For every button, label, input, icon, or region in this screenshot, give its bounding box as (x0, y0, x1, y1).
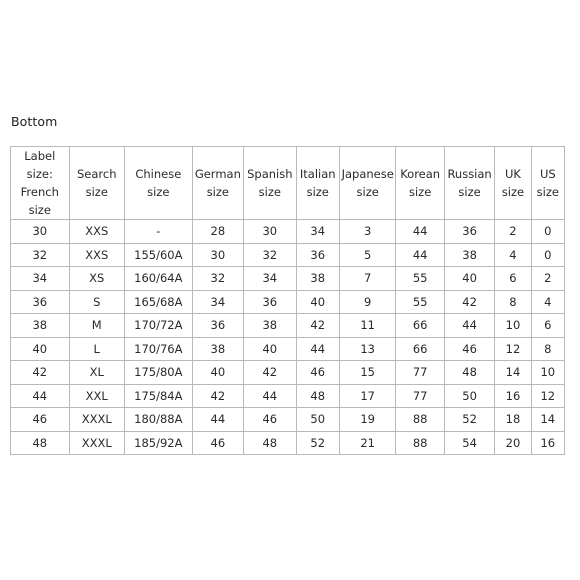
table-cell: 32 (192, 267, 243, 291)
table-cell: 7 (339, 267, 396, 291)
size-chart-table (10, 146, 565, 455)
table-cell: XXXL (69, 431, 125, 455)
header-cell-uk-size: UK size (495, 147, 531, 220)
header-cell-chinese-size: Chinese size (125, 147, 193, 220)
table-cell: 48 (11, 431, 70, 455)
table-cell: 48 (296, 384, 339, 408)
table-cell: 38 (296, 267, 339, 291)
table-cell: 88 (396, 431, 444, 455)
table-cell: 30 (244, 220, 296, 244)
table-cell: 40 (244, 337, 296, 361)
header-cell-korean-size: Korean size (396, 147, 444, 220)
table-cell: XXXL (69, 408, 125, 432)
table-cell: 16 (495, 384, 531, 408)
table-row (11, 337, 565, 361)
table-cell: 8 (495, 290, 531, 314)
table-cell: 40 (192, 361, 243, 385)
table-cell: 34 (244, 267, 296, 291)
table-cell: 36 (444, 220, 494, 244)
table-cell: 42 (444, 290, 494, 314)
table-cell: 50 (296, 408, 339, 432)
table-cell: 34 (192, 290, 243, 314)
table-cell: 46 (192, 431, 243, 455)
table-cell: 36 (192, 314, 243, 338)
table-header (11, 147, 565, 220)
table-cell: 8 (531, 337, 564, 361)
table-cell: 66 (396, 314, 444, 338)
table-cell: 170/72A (125, 314, 193, 338)
header-cell-us-size: US size (531, 147, 564, 220)
table-cell: 88 (396, 408, 444, 432)
table-cell: 12 (495, 337, 531, 361)
table-cell: 170/76A (125, 337, 193, 361)
table-cell: XXL (69, 384, 125, 408)
table-cell: 46 (11, 408, 70, 432)
header-cell-spanish-size: Spanish size (244, 147, 296, 220)
table-cell: 30 (192, 243, 243, 267)
table-cell: 175/84A (125, 384, 193, 408)
table-cell: 0 (531, 243, 564, 267)
table-cell: 46 (444, 337, 494, 361)
table-cell: 42 (296, 314, 339, 338)
table-cell: 44 (192, 408, 243, 432)
table-cell: 55 (396, 290, 444, 314)
table-row (11, 290, 565, 314)
table-cell: 52 (296, 431, 339, 455)
table-body (11, 220, 565, 455)
table-cell: 4 (531, 290, 564, 314)
table-cell: 5 (339, 243, 396, 267)
table-cell: 44 (11, 384, 70, 408)
table-cell: 21 (339, 431, 396, 455)
section-title: Bottom (11, 114, 58, 129)
header-cell-german-size: German size (192, 147, 243, 220)
table-cell: 15 (339, 361, 396, 385)
table-cell: 10 (495, 314, 531, 338)
table-cell: 44 (396, 243, 444, 267)
table-cell: 42 (244, 361, 296, 385)
table-cell: 40 (296, 290, 339, 314)
table-cell: 9 (339, 290, 396, 314)
table-cell: 44 (244, 384, 296, 408)
table-cell: 50 (444, 384, 494, 408)
table-cell: 10 (531, 361, 564, 385)
table-row (11, 220, 565, 244)
table-cell: 36 (11, 290, 70, 314)
table-cell: 19 (339, 408, 396, 432)
table-cell: 44 (296, 337, 339, 361)
table-cell: L (69, 337, 125, 361)
table-cell: 16 (531, 431, 564, 455)
table-cell: 36 (296, 243, 339, 267)
table-cell: 2 (531, 267, 564, 291)
table-cell: 40 (11, 337, 70, 361)
table-cell: 165/68A (125, 290, 193, 314)
table-cell: 155/60A (125, 243, 193, 267)
table-cell: 42 (11, 361, 70, 385)
table-cell: 52 (444, 408, 494, 432)
table-cell: 40 (444, 267, 494, 291)
table-row (11, 267, 565, 291)
table-cell: 180/88A (125, 408, 193, 432)
header-cell-french-size: Label size: French size (11, 147, 70, 220)
table-cell: - (125, 220, 193, 244)
table-cell: S (69, 290, 125, 314)
table-cell: 46 (296, 361, 339, 385)
table-row (11, 361, 565, 385)
table-cell: 36 (244, 290, 296, 314)
table-cell: 34 (11, 267, 70, 291)
table-row (11, 431, 565, 455)
header-row (11, 147, 565, 220)
table-cell: 38 (192, 337, 243, 361)
table-cell: XL (69, 361, 125, 385)
table-cell: 46 (244, 408, 296, 432)
table-cell: 66 (396, 337, 444, 361)
table-cell: 34 (296, 220, 339, 244)
table-cell: 32 (11, 243, 70, 267)
header-cell-search-size: Search size (69, 147, 125, 220)
table-cell: 4 (495, 243, 531, 267)
table-cell: 48 (244, 431, 296, 455)
table-cell: 38 (244, 314, 296, 338)
table-cell: 175/80A (125, 361, 193, 385)
header-cell-japanese-size: Japanese size (339, 147, 396, 220)
table-cell: 3 (339, 220, 396, 244)
table-cell: 17 (339, 384, 396, 408)
table-cell: M (69, 314, 125, 338)
table-cell: 28 (192, 220, 243, 244)
table-cell: 55 (396, 267, 444, 291)
table-row (11, 408, 565, 432)
table-cell: 185/92A (125, 431, 193, 455)
table-cell: 6 (495, 267, 531, 291)
table-cell: 48 (444, 361, 494, 385)
table-cell: 54 (444, 431, 494, 455)
table-row (11, 314, 565, 338)
table-cell: 14 (495, 361, 531, 385)
header-cell-italian-size: Italian size (296, 147, 339, 220)
table-cell: 18 (495, 408, 531, 432)
table-cell: 13 (339, 337, 396, 361)
table-row (11, 384, 565, 408)
table-cell: 14 (531, 408, 564, 432)
table-cell: 44 (396, 220, 444, 244)
table-cell: 44 (444, 314, 494, 338)
table-cell: 11 (339, 314, 396, 338)
table-cell: 2 (495, 220, 531, 244)
table-cell: 77 (396, 361, 444, 385)
header-cell-russian-size: Russian size (444, 147, 494, 220)
table-cell: 12 (531, 384, 564, 408)
table-row (11, 243, 565, 267)
table-cell: 20 (495, 431, 531, 455)
table-cell: XXS (69, 243, 125, 267)
table-cell: 38 (444, 243, 494, 267)
table-cell: XS (69, 267, 125, 291)
table-cell: 77 (396, 384, 444, 408)
table-cell: 160/64A (125, 267, 193, 291)
table-cell: 30 (11, 220, 70, 244)
table-cell: 0 (531, 220, 564, 244)
table-cell: 6 (531, 314, 564, 338)
table-cell: 38 (11, 314, 70, 338)
table-cell: 42 (192, 384, 243, 408)
table-cell: XXS (69, 220, 125, 244)
table-cell: 32 (244, 243, 296, 267)
